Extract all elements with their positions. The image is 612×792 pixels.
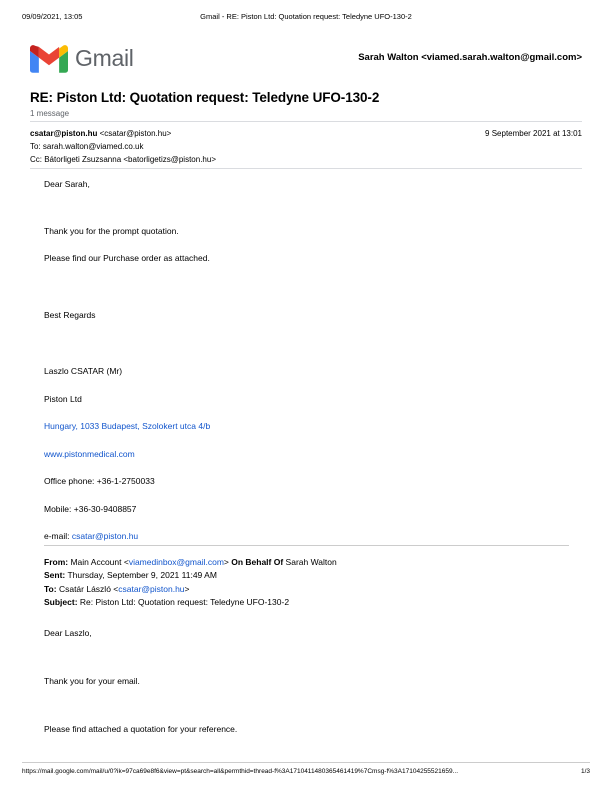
quoted-subject-label: Subject: (44, 596, 78, 607)
signature-name: Laszlo CSATAR (Mr) (44, 366, 123, 376)
quoted-sent-label: Sent: (44, 570, 66, 581)
account-identity: Sarah Walton <viamed.sarah.walton@gmail.com> (358, 52, 582, 63)
quoted-to-post: > (184, 583, 190, 594)
signature-email (44, 532, 569, 541)
signature-website (44, 450, 569, 459)
message-header (30, 129, 582, 164)
quoted-subject (44, 596, 569, 608)
thread-header (30, 90, 582, 118)
quoted-to (44, 583, 569, 595)
website-link[interactable]: www.pistonmedical.com (44, 448, 135, 459)
body-line-2: Please find our Purchase order as attached. (44, 253, 210, 263)
footer-page-number: 1/3 (580, 768, 590, 775)
quoted-sent-value: Thursday, September 9, 2021 11:49 AM (65, 570, 217, 581)
quoted-to-pre: Csatár László < (56, 583, 119, 594)
gmail-m-icon (30, 44, 68, 73)
footer-divider (22, 762, 590, 763)
quoted-body-line-2: Please find attached a quotation for your reference. (44, 724, 238, 734)
signature-address (44, 422, 569, 431)
quoted-from-pre: Main Account < (68, 557, 129, 567)
body-greeting: Dear Sarah, (44, 179, 90, 189)
quoted-from (44, 556, 569, 568)
header-divider (30, 121, 582, 122)
signature-company: Piston Ltd (44, 393, 82, 404)
quoted-on-behalf-of: On Behalf Of (231, 557, 284, 567)
quoted-body-line-1: Thank you for your email. (44, 676, 140, 686)
address-map-link[interactable]: Hungary, 1033 Budapest, Szolokert utca 4/b (44, 421, 211, 431)
print-header-title: Gmail - RE: Piston Ltd: Quotation request: Teledyne UFO-130-2 (200, 12, 412, 21)
print-header (0, 12, 612, 26)
message-divider (30, 168, 582, 169)
brand-row (30, 44, 582, 78)
signature-office-phone: Office phone: +36-1-2750033 (44, 476, 155, 486)
sender-name: csatar@piston.hu (30, 129, 98, 138)
quoted-from-label: From: (44, 557, 69, 567)
signature-email-label: e-mail: (44, 531, 72, 541)
signature-mobile: Mobile: +36-30-9408857 (44, 503, 137, 514)
page-title: RE: Piston Ltd: Quotation request: Teledyne UFO-130-2 (30, 90, 380, 105)
message-cc: Cc: Bátorligeti Zsuzsanna <batorligetizs@piston.hu> (30, 155, 216, 164)
message-date: 9 September 2021 at 13:01 (485, 129, 582, 138)
quoted-to-email-link[interactable]: csatar@piston.hu (118, 583, 185, 594)
gmail-logo (30, 44, 134, 73)
body-closing: Best Regards (44, 309, 96, 320)
quoted-header (44, 556, 569, 609)
quoted-from-post: > (223, 557, 232, 567)
quoted-divider (44, 545, 569, 546)
message-to: To: sarah.walton@viamed.co.uk (30, 142, 144, 151)
sender-address: <csatar@piston.hu> (99, 129, 172, 138)
quoted-body (44, 628, 569, 753)
gmail-wordmark: Gmail (75, 45, 134, 71)
signature-email-link[interactable]: csatar@piston.hu (71, 531, 139, 541)
quoted-subject-value: Re: Piston Ltd: Quotation request: Teledyne UFO-130-2 (77, 596, 290, 607)
quoted-sent (44, 569, 569, 581)
print-header-date: 09/09/2021, 13:05 (22, 12, 83, 21)
footer-url: https://mail.google.com/mail/u/0?ik=97ca69e8f6&view=pt&search=all&permthid=thread-f%3A1710411480365461419%7Cmsg-f%3A17104255521659... (22, 768, 459, 775)
body-line-1: Thank you for the prompt quotation. (44, 225, 179, 236)
message-body (44, 180, 569, 560)
quoted-on-behalf-name: Sarah Walton (283, 557, 337, 567)
quoted-to-label: To: (44, 583, 57, 594)
quoted-from-email-link[interactable]: viamedinbox@gmail.com (128, 557, 224, 567)
message-count: 1 message (30, 109, 70, 118)
quoted-body-greeting: Dear Laszlo, (44, 628, 92, 638)
